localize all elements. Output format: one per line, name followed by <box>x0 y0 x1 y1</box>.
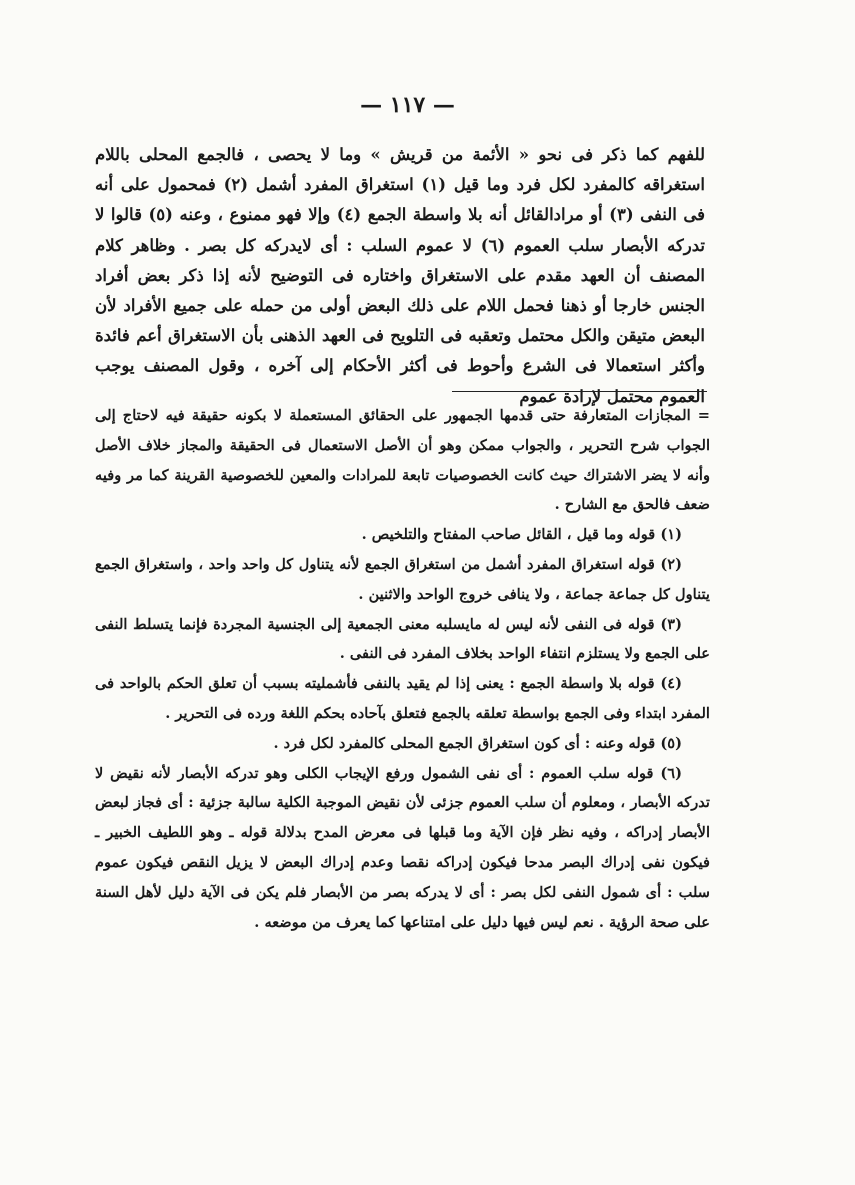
footnotes-section <box>95 401 710 937</box>
footnote-3: (٣) قوله فى النفى لأنه ليس له مايسلبه معنى الجمعية إلى الجنسية المجردة فإنما يتسلط النفى على الجمع ولا يستلزم انتفاء الواحد بخلاف المفرد فى النفى . <box>95 615 710 663</box>
footnote-5: (٥) قوله وعنه : أى كون استغراق الجمع المحلى كالمفرد لكل فرد . <box>273 734 682 752</box>
footnote-continuation: = المجازات المتعارفة حتى قدمها الجمهور على الحقائق المستعملة لا بكونه حقيقة فيه لاحتاج إلى الجواب شرح التحرير ، والجواب ممكن وهو أن الأصل الاستعمال فى الحقيقة والمجاز خلاف الأصل وأنه لا يضر الاشتراك حيث كانت الخصوصيات تابعة للمرادات والمعين للخصوصية القرينة كما مر وفيه ضعف فالحق مع الشارح . <box>95 407 710 514</box>
footnote-6: (٦) قوله سلب العموم : أى نفى الشمول ورفع الإيجاب الكلى وهو تدركه الأبصار لأنه نقيض لا تدركه الأبصار ، ومعلوم أن سلب العموم جزئى لأن نقيض الموجبة الكلية سالبة جزئية : أى فجاز لبعض الأبصار إدراكه ، وفيه نظر فإن الآية وما قبلها فى معرض المدح بدلالة قوله ـ وهو اللطيف الخبير ـ فيكون نفى إدراك البصر مدحا فيكون إدراكه نقصا وعدم إدراك البعض لا يزيل النقص فيكون عموم سلب : أى شمول النفى لكل بصر : أى لا يدركه بصر من الأبصار فلم يكن فى الآية دليل لأهل السنة على صحة الرؤية . نعم ليس فيها دليل على امتناعها كما يعرف من موضعه . <box>95 764 710 931</box>
footnote-1: (١) قوله وما قيل ، القائل صاحب المفتاح والتلخيص . <box>361 526 682 544</box>
footnote-4: (٤) قوله بلا واسطة الجمع : يعنى إذا لم يقيد بالنفى فأشمليته بسبب أن تعلق الحكم بالواحد فى المفرد ابتداء وفى الجمع بواسطة تعلقه بالجمع فتعلق بآحاده بحكم اللغة ورده فى التحرير . <box>95 675 710 722</box>
main-paragraph: للفهم كما ذكر فى نحو « الأئمة من قريش » وما لا يحصى ، فالجمع المحلى باللام استغراقه كالمفرد لكل فرد وما قيل (١) استغراق المفرد أشمل (٢) فمحمول على أنه فى النفى (٣) أو مرادالقائل أنه بلا واسطة الجمع (٤) وإلا فهو ممنوع ، وعنه (٥) قالوا لا تدركه الأبصار سلب العموم (٦) لا عموم السلب : أى لايدركه كل بصر . وظاهر كلام المصنف أن العهد مقدم على الاستغراق واختاره فى التوضيح لأنه إذا ذكر بعض أفراد الجنس خارجا أو ذهنا فحمل اللام على ذلك البعض أولى من حمله على جميع الأفراد لأن البعض متيقن والكل محتمل وتعقبه فى التلويح فى العهد الذهنى بأن الاستغراق أعم فائدة وأكثر استعمالا فى الشرع وأحوط فى أكثر الأحكام إلى آخره ، وقول المصنف يوجب العموم محتمل لإرادة عموم <box>95 145 706 406</box>
main-text-body <box>95 140 705 412</box>
page-number: — ١١٧ — <box>360 92 455 118</box>
footnote-2: (٢) قوله استغراق المفرد أشمل من استغراق الجمع لأنه يتناول كل واحد واحد ، واستغراق الجمع يتناول كل جماعة جماعة ، ولا ينافى خروج الواحد والاثنين . <box>95 555 710 603</box>
footnote-separator <box>452 391 707 392</box>
